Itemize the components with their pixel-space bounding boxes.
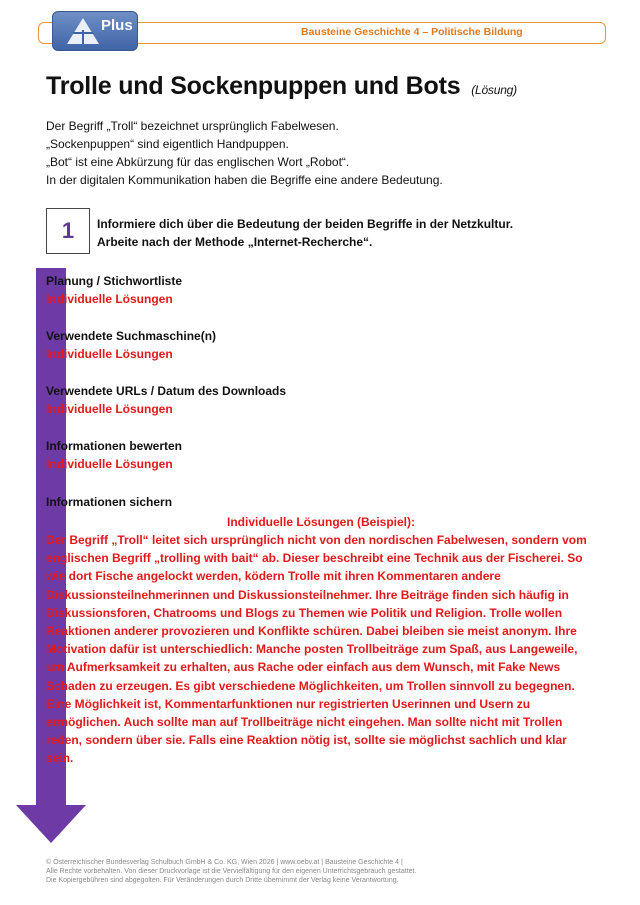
section-value: Individuelle Lösungen	[46, 457, 173, 471]
task-line: Informiere dich über die Bedeutung der beiden Begriffe in der Netzkultur.	[97, 217, 514, 231]
section-heading: Verwendete URLs / Datum des Downloads	[46, 384, 287, 398]
section-value: Individuelle Lösungen	[46, 402, 173, 416]
intro-line: „Bot“ ist eine Abkürzung für das englischen Wort „Robot“.	[46, 155, 350, 169]
footer	[46, 858, 606, 885]
section-planning	[46, 272, 182, 308]
section-save	[46, 493, 172, 511]
section-evaluate	[46, 437, 182, 473]
section-search-engines	[46, 327, 216, 363]
intro-text	[46, 117, 606, 189]
intro-line: In der digitalen Kommunikation haben die Begriffe eine andere Bedeutung.	[46, 173, 443, 187]
section-value: Individuelle Lösungen	[46, 347, 173, 361]
section-heading: Informationen bewerten	[46, 439, 183, 453]
plus-logo	[52, 11, 138, 51]
solution-title: Individuelle Lösungen (Beispiel):	[226, 515, 415, 529]
section-heading: Planung / Stichwortliste	[46, 274, 183, 288]
footer-line: Die Kopiergebühren sind abgegolten. Für Veränderungen durch Dritte übernimmt der Verlag keine Verantwortung.	[46, 877, 399, 884]
logo-text: Plus	[101, 17, 133, 34]
task-number-box	[46, 208, 90, 254]
section-heading: Verwendete Suchmaschine(n)	[46, 329, 217, 343]
footer-line: © Österreichischer Bundesverlag Schulbuch GmbH & Co. KG, Wien 2026 | www.oebv.at | Bausteine Geschichte 4 |	[46, 859, 403, 866]
page-title	[46, 72, 517, 101]
task-number: 1	[61, 218, 75, 243]
section-value: Individuelle Lösungen	[46, 292, 173, 306]
task-instructions	[97, 215, 513, 251]
series-title: Bausteine Geschichte 4 – Politische Bildung	[301, 26, 523, 38]
section-urls	[46, 382, 286, 418]
solution-text: Der Begriff „Troll“ leitet sich ursprünglich nicht von den nordischen Fabelwesen, sondern vom englischen Begriff „trolling with bait“ ab. Dieser beschreibt eine Technik aus der Fischerei. So wie dort Fische angelockt werden, ködern Trolle mit ihren Kommentaren andere Diskussionsteilnehmerinnen und Diskussionsteilnehmer. Ihre Beiträge finden sich häufig in Diskussionsforen, Chatrooms und Blogs zu Themen wie Politik und Religion. Trolle wollen Reaktionen anderer provozieren und Konflikte schüren. Dabei bleiben sie meist anonym. Ihre Motivation dafür ist unterschiedlich: Manche posten Trollbeiträge zum Spaß, aus Langeweile, um Aufmerksamkeit zu erhalten, aus Rache oder einfach aus dem Wunsch, mit Fake News Schaden zu erzeugen. Es gibt verschiedene Möglichkeiten, um Trollen sinnvoll zu begegnen. Eine Möglichkeit ist, Kommentarfunktionen nur registrierten Userinnen und Usern zu ermöglichen. Auch sollte man auf Trollbeiträge nicht eingehen. Man sollte nicht mit Trollen reden, sondern über sie. Falls eine Reaktion nötig ist, sollte sie möglichst sachlich und klar sein.	[46, 533, 587, 766]
intro-line: Der Begriff „Troll“ bezeichnet ursprünglich Fabelwesen.	[46, 119, 339, 133]
page-title-main: Trolle und Sockenpuppen und Bots	[46, 72, 461, 100]
arrow-head	[16, 805, 86, 843]
intro-line: „Sockenpuppen“ sind eigentlich Handpuppen.	[46, 137, 289, 151]
task-line: Arbeite nach der Methode „Internet-Recherche“.	[97, 235, 373, 249]
footer-line: Alle Rechte vorbehalten. Von dieser Druckvorlage ist die Vervielfältigung für den eigenen Unterrichtsgebrauch gestattet.	[46, 868, 417, 875]
section-heading: Informationen sichern	[46, 495, 173, 509]
page-title-sub: (Lösung)	[471, 83, 517, 97]
